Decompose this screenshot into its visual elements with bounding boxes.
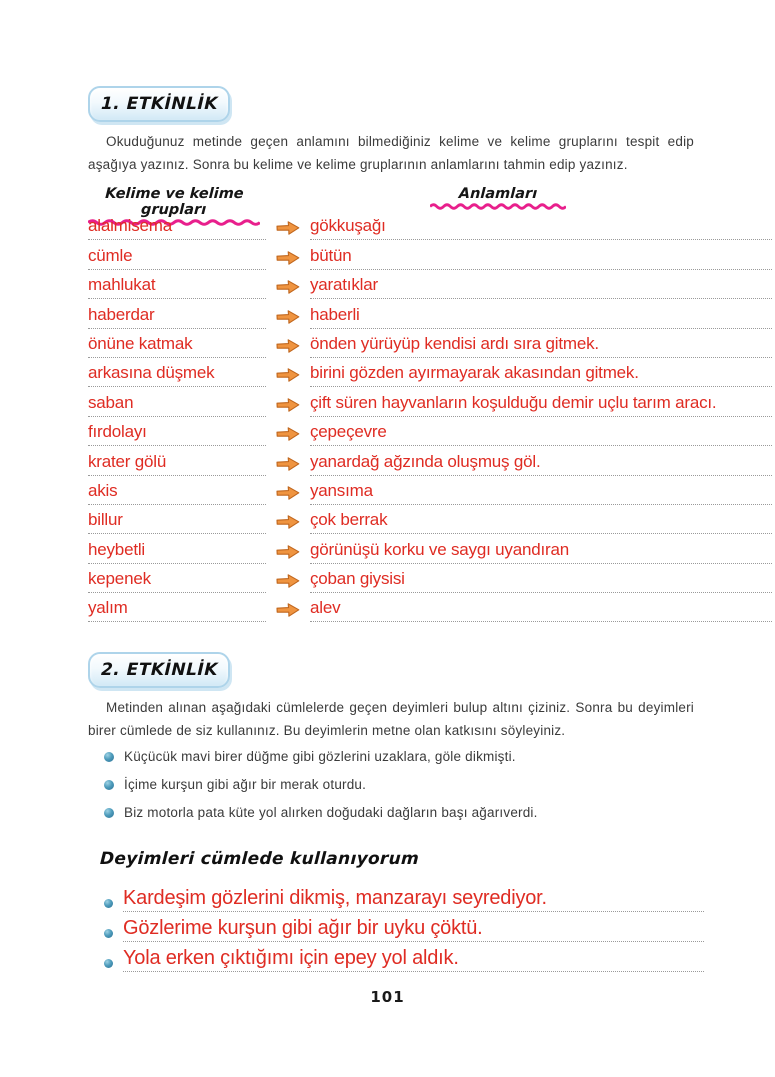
word-writing-line (88, 247, 266, 270)
arrow-icon (266, 338, 310, 358)
meaning-writing-line (310, 541, 772, 564)
meaning-writing-line (310, 599, 772, 622)
student-sentence-item (104, 912, 704, 942)
word-text: akis (88, 480, 118, 500)
sentence-item (104, 805, 704, 820)
arrow-icon (266, 456, 310, 476)
student-sentence-item (104, 882, 704, 912)
word-writing-line (88, 217, 266, 240)
arrow-icon (266, 220, 310, 240)
student-sentence-item (104, 942, 704, 972)
word-writing-line (88, 570, 266, 593)
vocab-row (88, 387, 772, 416)
meaning-text: görünüşü korku ve saygı uyandıran (310, 539, 569, 559)
sentence-text: İçime kurşun gibi ağır bir merak oturdu. (124, 777, 367, 792)
sentence-item (104, 777, 704, 792)
word-writing-line (88, 364, 266, 387)
arrow-icon (266, 485, 310, 505)
word-text: alaimisema (88, 216, 172, 236)
activity1-badge-label: 1. ETKİNLİK (100, 94, 218, 114)
vocab-row (88, 446, 772, 475)
bullet-icon (104, 929, 113, 938)
meaning-writing-line (310, 306, 772, 329)
word-writing-line (88, 335, 266, 358)
vocab-row (88, 211, 772, 240)
word-text: fırdolayı (88, 422, 147, 442)
sentence-text: Küçücük mavi birer düğme gibi gözlerini uzaklara, göle dikmişti. (124, 749, 516, 764)
word-writing-line (88, 541, 266, 564)
vocab-row (88, 358, 772, 387)
meaning-writing-line (310, 364, 772, 387)
vocab-row (88, 417, 772, 446)
word-writing-line (88, 482, 266, 505)
word-text: billur (88, 510, 123, 530)
vocab-row (88, 299, 772, 328)
arrow-icon (266, 573, 310, 593)
word-writing-line (88, 453, 266, 476)
bullet-icon (104, 959, 113, 968)
student-sentence-list (104, 882, 704, 972)
arrow-icon (266, 544, 310, 564)
meaning-text: haberli (310, 304, 360, 324)
vocab-row (88, 270, 772, 299)
meaning-text: çepeçevre (310, 422, 387, 442)
bullet-icon (104, 899, 113, 908)
wavy-underline-right (430, 203, 566, 210)
meaning-text: çoban giysisi (310, 569, 405, 589)
page-number: 101 (370, 988, 405, 1006)
arrow-icon (266, 367, 310, 387)
activity1-instructions: Okuduğunuz metinde geçen anlamını bilmediğiniz kelime ve kelime gruplarını tespit edip aşağıya yazınız. Sonra bu kelime ve kelime gruplarının anlamlarını tahmin edip yazınız. (88, 134, 694, 172)
bullet-icon (104, 808, 114, 818)
vocab-row (88, 505, 772, 534)
vocab-row (88, 329, 772, 358)
meaning-text: çok berrak (310, 510, 388, 530)
word-text: arkasına düşmek (88, 363, 215, 383)
word-writing-line (88, 276, 266, 299)
word-text: saban (88, 392, 134, 412)
word-text: cümle (88, 245, 133, 265)
meaning-text: yanardağ ağzında oluşmuş göl. (310, 451, 541, 471)
activity2-badge (88, 652, 230, 688)
bullet-icon (104, 780, 114, 790)
meaning-writing-line (310, 482, 772, 505)
meaning-text: gökkuşağı (310, 216, 386, 236)
activity2-instructions: Metinden alınan aşağıdaki cümlelerde geçen deyimleri bulup altını çiziniz. Sonra bu deyimleri birer cümlede de siz kullanınız. Bu deyimlerin metne olan katkısını söyleyiniz. (88, 700, 694, 738)
meaning-writing-line (310, 394, 772, 417)
meaning-writing-line (310, 247, 772, 270)
student-sentence-text: Gözlerime kurşun gibi ağır bir uyku çöktü. (123, 917, 483, 939)
meaning-text: önden yürüyüp kendisi ardı sıra gitmek. (310, 333, 599, 353)
meaning-text: alev (310, 598, 341, 618)
vocab-row (88, 476, 772, 505)
meaning-text: çift süren hayvanların koşulduğu demir uçlu tarım aracı. (310, 392, 717, 412)
word-text: krater gölü (88, 451, 167, 471)
student-writing-line (123, 948, 704, 972)
word-writing-line (88, 306, 266, 329)
vocab-table (88, 211, 772, 622)
word-text: mahlukat (88, 275, 156, 295)
student-writing-line (123, 918, 704, 942)
meaning-writing-line (310, 453, 772, 476)
word-writing-line (88, 423, 266, 446)
arrow-icon (266, 514, 310, 534)
word-text: kepenek (88, 569, 151, 589)
sentence-list (104, 749, 704, 833)
meaning-writing-line (310, 217, 772, 240)
meaning-writing-line (310, 276, 772, 299)
arrow-icon (266, 602, 310, 622)
bullet-icon (104, 752, 114, 762)
student-sentence-text: Kardeşim gözlerini dikmiş, manzarayı seyrediyor. (123, 887, 547, 909)
meaning-text: bütün (310, 245, 352, 265)
vocab-row (88, 593, 772, 622)
meaning-text: yaratıklar (310, 275, 378, 295)
vocab-row (88, 564, 772, 593)
activity1-badge (88, 86, 230, 122)
sentence-text: Biz motorla pata küte yol alırken doğudaki dağların başı ağarıverdi. (124, 805, 538, 820)
vocab-row (88, 240, 772, 269)
student-section-heading: Deyimleri cümlede kullanıyorum (99, 849, 420, 869)
word-text: haberdar (88, 304, 155, 324)
word-writing-line (88, 394, 266, 417)
meaning-text: yansıma (310, 480, 373, 500)
column-header-meanings (430, 186, 566, 210)
meaning-writing-line (310, 511, 772, 534)
arrow-icon (266, 279, 310, 299)
word-text: yalım (88, 598, 128, 618)
activity2-badge-label: 2. ETKİNLİK (100, 660, 218, 680)
word-text: önüne katmak (88, 333, 193, 353)
column-header-words-label: Kelime ve kelime grupları (104, 186, 245, 218)
meaning-text: birini gözden ayırmayarak akasından gitmek. (310, 363, 639, 383)
student-writing-line (123, 888, 704, 912)
arrow-icon (266, 309, 310, 329)
arrow-icon (266, 397, 310, 417)
meaning-writing-line (310, 335, 772, 358)
meaning-writing-line (310, 423, 772, 446)
word-writing-line (88, 511, 266, 534)
sentence-item (104, 749, 704, 764)
arrow-icon (266, 426, 310, 446)
student-sentence-text: Yola erken çıktığımı için epey yol aldık. (123, 947, 459, 969)
meaning-writing-line (310, 570, 772, 593)
arrow-icon (266, 250, 310, 270)
column-header-meanings-label: Anlamları (458, 186, 538, 202)
vocab-row (88, 534, 772, 563)
word-text: heybetli (88, 539, 145, 559)
word-writing-line (88, 599, 266, 622)
